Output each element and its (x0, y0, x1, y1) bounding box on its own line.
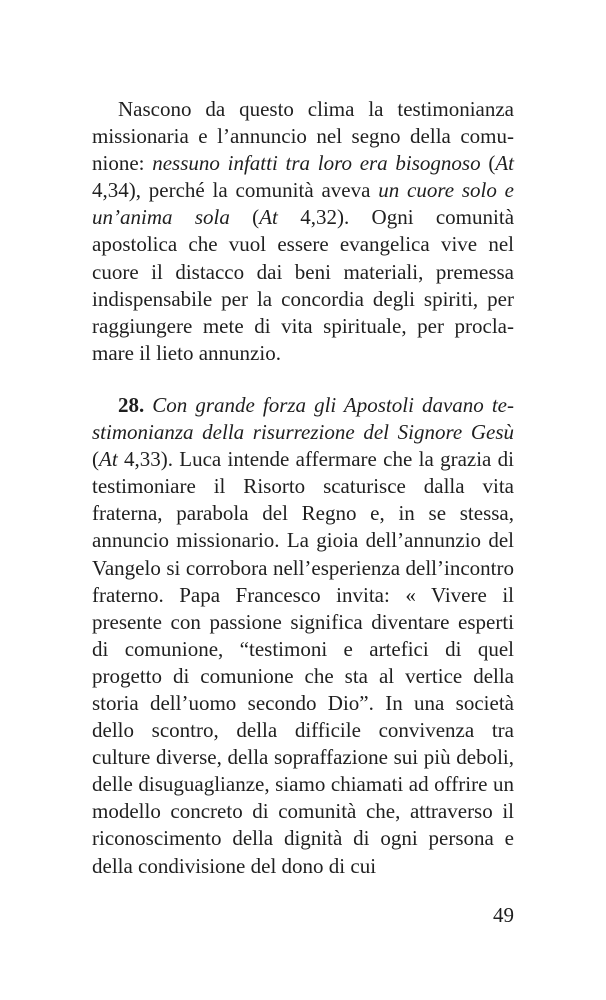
page-number: 49 (493, 903, 514, 927)
paragraph-1-text-5: 4,32). Ogni comunità apostolica che vuol essere evangelica vive nel cuore il distacco dai beni materiali, premessa indispensabile per la concordia degli spiriti, per raggiungere mete di vita spirituale, per proclamare il lieto annunzio. (92, 205, 515, 365)
paragraph-1-quote-1: nessuno infatti tra loro era bisognoso (152, 151, 481, 176)
page-body (92, 96, 514, 880)
paragraph-number: 28. (118, 392, 145, 417)
paragraph-1-citation-1: At (495, 151, 514, 176)
paragraph-1-text-3: 4,34), perché la comunità aveva (92, 178, 379, 203)
paragraph-2-quote-1: Con grande forza gli Apostoli davano testimonianza della risurrezione del Signore Gesù (92, 392, 514, 445)
paragraph-2 (92, 392, 514, 880)
paragraph-1-text-4: ( (229, 205, 260, 230)
paragraph-1-text-2: ( (480, 151, 496, 176)
paragraph-1-quote-2: un cuore solo e un’anima sola (92, 178, 514, 230)
paragraph-2-citation-1: At (99, 447, 118, 472)
paragraph-1 (92, 96, 514, 367)
paragraph-1-text-1: Nascono da questo clima la testimonianza missionaria e l’annuncio nel segno della comunione: (92, 97, 514, 176)
paragraph-2-text-2: 4,33). Luca intende affermare che la grazia di testimoniare il Risorto scaturisce dalla vita fraterna, parabola del Regno e, in se stessa, annuncio missionario. La gioia dell’annunzio del Vangelo si corrobora nell’esperienza dell’incontro fraterno. Papa Francesco invita: « Vivere il presente con passione significa diventare esperti di comunione, “testimoni e artefici di quel progetto di comunione che sta al vertice della storia dell’uomo secondo Dio”. In una società dello scontro, della difficile convivenza tra culture diverse, della sopraffazione sui più deboli, delle disuguaglianze, siamo chiamati ad offrire un modello concreto di comunità che, attraverso il riconoscimento della dignità di ogni persona e della condivisione del dono di cui (92, 447, 514, 878)
paragraph-1-citation-2: At (259, 205, 278, 230)
paragraph-2-text-1: ( (92, 447, 99, 472)
